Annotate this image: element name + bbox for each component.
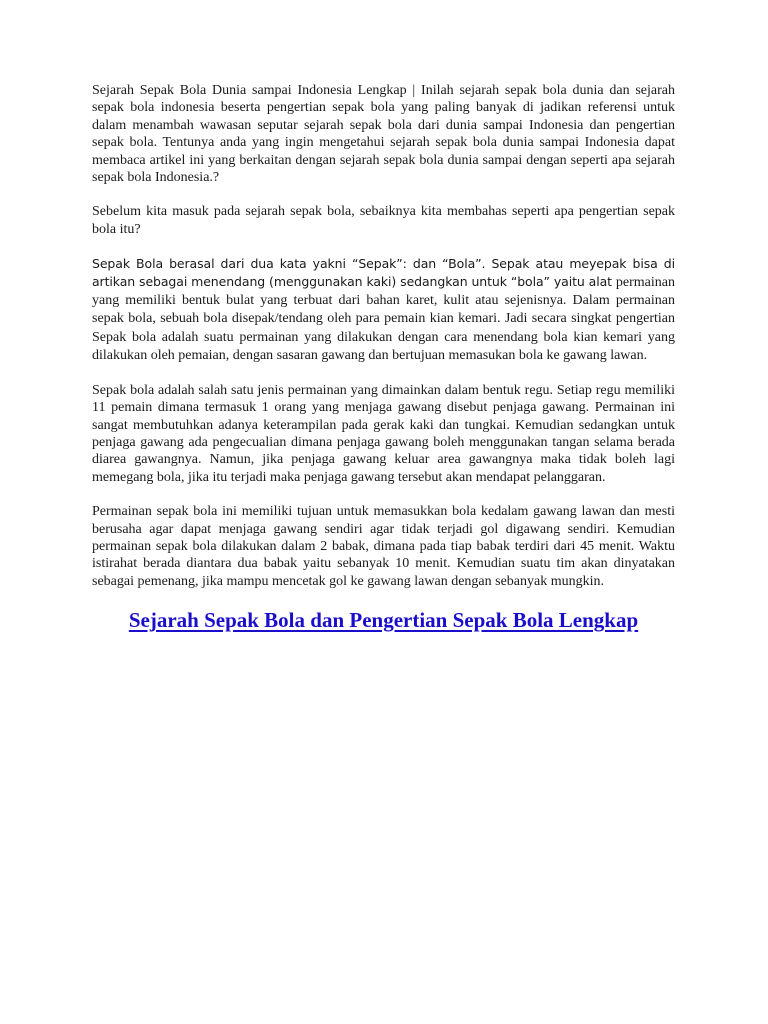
paragraph-team-rules: Sepak bola adalah salah satu jenis permainan yang dimainkan dalam bentuk regu. Setiap regu memiliki 11 pemain dimana termasuk 1 orang yang menjaga gawang disebut penjaga gawang. Permainan ini sangat membutuhkan adanya keterampilan pada gerak kaki dan tungkai. Kemudian sedangkan untuk penjaga gawang ada pengecualian dimana penjaga gawang boleh menggunakan tangan selama berada diarea gawangnya. Namun, jika penjaga gawang keluar area gawangnya maka tidak boleh lagi memegang bola, jika itu terjadi maka penjaga gawang tersebut akan mendapat pelanggaran. <box>92 382 675 485</box>
definition-serif-text: permainan yang memiliki bentuk bulat yang terbuat dari bahan karet, kulit atau sejenisnya. Dalam permainan sepak bola, sebuah bola disepak/tendang oleh para pemain kian kemari. Jadi secara singkat pengertian Sepak bola adalah suatu permainan yang dilakukan dengan cara menendang bola kian kemari yang dilakukan oleh pemaian, dengan sasaran gawang dan bertujuan memasukan bola ke gawang lawan. <box>92 274 675 364</box>
paragraph-definition <box>92 255 675 364</box>
paragraph-game-objective: Permainan sepak bola ini memiliki tujuan untuk memasukkan bola kedalam gawang lawan dan mesti berusaha agar dapat menjaga gawang sendiri agar tidak terjadi gol digawang sendiri. Kemudian permainan sepak bola dilakukan dalam 2 babak, dimana pada tiap babak terdiri dari 45 menit. Waktu istirahat berada diantara dua babak yaitu sebanyak 10 menit. Kemudian suatu tim akan dinyatakan sebagai pemenang, jika mampu mencetak gol ke gawang lawan dengan sebanyak mungkin. <box>92 504 675 589</box>
paragraph-question: Sebelum kita masuk pada sejarah sepak bola, sebaiknya kita membahas seperti apa pengertian sepak bola itu? <box>92 204 675 237</box>
paragraph-intro: Sejarah Sepak Bola Dunia sampai Indonesia Lengkap | Inilah sejarah sepak bola dunia dan sejarah sepak bola indonesia beserta pengertian sepak bola yang paling banyak di jadikan referensi untuk dalam menambah wawasan seputar sejarah sepak bola dari dunia sampai Indonesia dan pengertian sepak bola. Tentunya anda yang ingin mengetahui sejarah sepak bola dunia sampai Indonesia dapat membaca artikel ini yang berkaitan dengan sejarah sepak bola dunia sampai dengan seperti apa sejarah sepak bola Indonesia.? <box>92 83 675 186</box>
document-body <box>92 82 675 633</box>
article-title-link[interactable]: Sejarah Sepak Bola dan Pengertian Sepak Bola Lengkap <box>128 608 639 633</box>
definition-sans-text: Sepak Bola berasal dari dua kata yakni “Sepak”: dan “Bola”. Sepak atau meyepak bisa di artikan sebagai menendang (menggunakan kaki) sedangkan untuk “bola” yaitu alat <box>92 256 675 289</box>
